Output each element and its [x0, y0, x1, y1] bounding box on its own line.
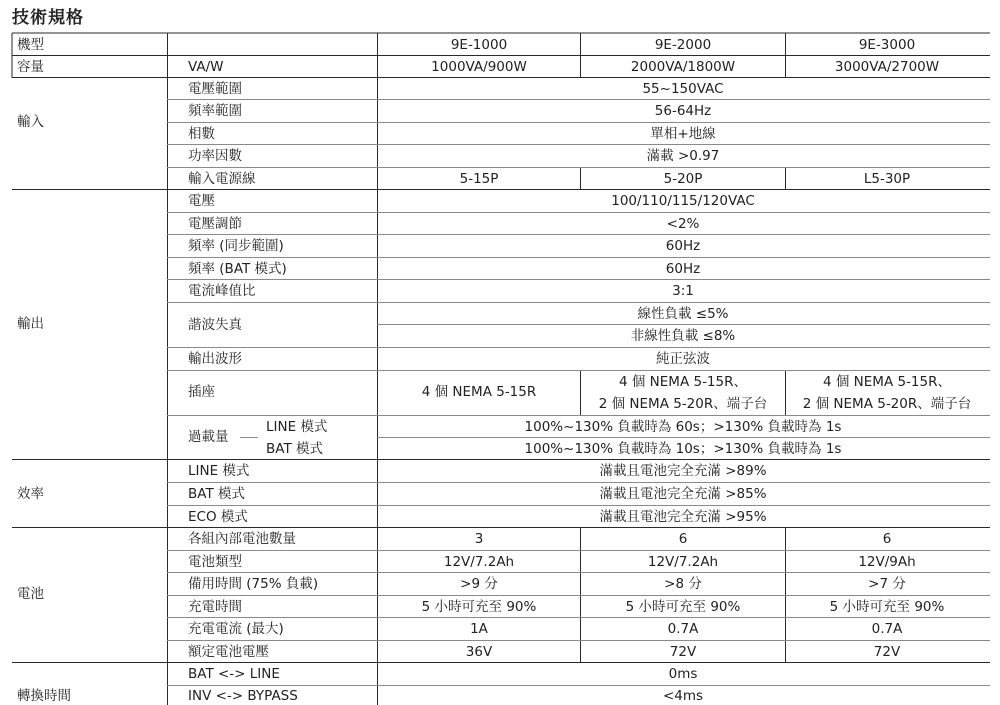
spec-label: 輸入電源線	[188, 171, 256, 187]
capacity-label: 容量	[17, 59, 44, 75]
spec-value: 5 小時可充至 90%	[421, 599, 537, 615]
spec-value: 純正弦波	[656, 351, 710, 367]
spec-sublabel: BAT 模式	[266, 441, 323, 457]
spec-value: 非線性負載 ≤8%	[630, 328, 736, 344]
capacity-value: 3000VA/2700W	[834, 59, 940, 75]
spec-sublabel: LINE 模式	[266, 419, 328, 435]
output-category: 輸出	[17, 316, 44, 332]
spec-label: 相數	[188, 126, 215, 142]
spec-label: 諧波失真	[188, 317, 242, 333]
spec-value: 2 個 NEMA 5-20R、端子台	[802, 396, 972, 412]
efficiency-category: 效率	[17, 486, 44, 502]
spec-value: 6	[678, 531, 688, 547]
transfer-category: 轉換時間	[17, 688, 71, 704]
spec-label: 各組內部電池數量	[188, 531, 296, 547]
spec-value: 4 個 NEMA 5-15R、	[823, 374, 951, 390]
spec-value: 線性負載 ≤5%	[637, 306, 729, 322]
spec-value: 3:1	[672, 283, 694, 299]
spec-label: 電流峰值比	[188, 283, 256, 299]
spec-value: 3	[474, 531, 484, 547]
spec-label: 充電電流 (最大)	[188, 621, 284, 637]
spec-value: 72V	[873, 644, 901, 660]
spec-value: 5-20P	[663, 171, 703, 187]
spec-label: 電壓範圍	[188, 81, 242, 97]
spec-label: 功率因數	[188, 148, 242, 164]
spec-value: 2 個 NEMA 5-20R、端子台	[598, 396, 768, 412]
spec-value: 0.7A	[871, 621, 903, 637]
spec-value: 單相+地線	[650, 126, 716, 142]
spec-value: 12V/7.2Ah	[443, 554, 515, 570]
spec-value: 12V/7.2Ah	[647, 554, 719, 570]
input-category: 輸入	[17, 114, 44, 130]
spec-value: 滿載 >0.97	[646, 148, 720, 164]
model-name: 9E-2000	[654, 37, 712, 53]
spec-label: 充電時間	[188, 599, 242, 615]
spec-label: 過載量	[188, 429, 229, 445]
spec-value: 60Hz	[665, 238, 701, 254]
spec-label: 備用時間 (75% 負載)	[188, 576, 319, 592]
spec-label: INV <-> BYPASS	[188, 688, 298, 704]
spec-value: <2%	[666, 216, 700, 232]
spec-value: <4ms	[662, 688, 704, 704]
spec-value: 56-64Hz	[654, 103, 712, 119]
model-name: 9E-1000	[450, 37, 508, 53]
spec-value: 100%~130% 負載時為 10s；>130% 負載時為 1s	[524, 441, 842, 457]
spec-value: 5 小時可充至 90%	[625, 599, 741, 615]
spec-label: BAT 模式	[188, 486, 245, 502]
spec-value: >8 分	[664, 576, 702, 592]
spec-value: 滿載且電池完全充滿 >85%	[599, 486, 767, 502]
spec-value: 滿載且電池完全充滿 >89%	[599, 463, 767, 479]
capacity-unit-label: VA/W	[188, 59, 224, 75]
spec-value: 5 小時可充至 90%	[829, 599, 945, 615]
spec-label: 電壓調節	[188, 216, 242, 232]
spec-value: 60Hz	[665, 261, 701, 277]
spec-label: 電池類型	[188, 554, 242, 570]
spec-value: 72V	[669, 644, 697, 660]
spec-value: 4 個 NEMA 5-15R	[421, 384, 537, 400]
page-title: 技術規格	[12, 8, 84, 28]
spec-label: 頻率 (BAT 模式)	[188, 261, 287, 277]
spec-value: 6	[882, 531, 892, 547]
spec-value: 4 個 NEMA 5-15R、	[619, 374, 747, 390]
model-name: 9E-3000	[858, 37, 916, 53]
spec-value: 1A	[470, 621, 488, 637]
spec-value: 36V	[465, 644, 493, 660]
spec-value: >7 分	[868, 576, 906, 592]
spec-value: L5-30P	[863, 171, 911, 187]
spec-value: 滿載且電池完全充滿 >95%	[599, 509, 767, 525]
spec-label: 插座	[188, 384, 215, 400]
spec-label: 頻率 (同步範圍)	[188, 238, 284, 254]
spec-label: LINE 模式	[188, 463, 250, 479]
spec-value: 0.7A	[667, 621, 699, 637]
spec-value: 12V/9Ah	[858, 554, 916, 570]
spec-value: 5-15P	[459, 171, 499, 187]
spec-value: >9 分	[460, 576, 498, 592]
battery-category: 電池	[17, 586, 44, 602]
capacity-value: 1000VA/900W	[431, 59, 527, 75]
spec-label: BAT <-> LINE	[188, 666, 280, 682]
spec-value: 100%~130% 負載時為 60s；>130% 負載時為 1s	[524, 419, 842, 435]
spec-label: 輸出波形	[188, 351, 242, 367]
spec-value: 55~150VAC	[642, 81, 724, 97]
capacity-value: 2000VA/1800W	[630, 59, 736, 75]
model-header-label: 機型	[17, 37, 44, 53]
spec-label: ECO 模式	[188, 509, 248, 525]
spec-label: 電壓	[188, 193, 215, 209]
spec-value: 100/110/115/120VAC	[611, 193, 755, 209]
spec-value: 0ms	[668, 666, 698, 682]
spec-label: 頻率範圍	[188, 103, 242, 119]
spec-label: 額定電池電壓	[188, 644, 269, 660]
